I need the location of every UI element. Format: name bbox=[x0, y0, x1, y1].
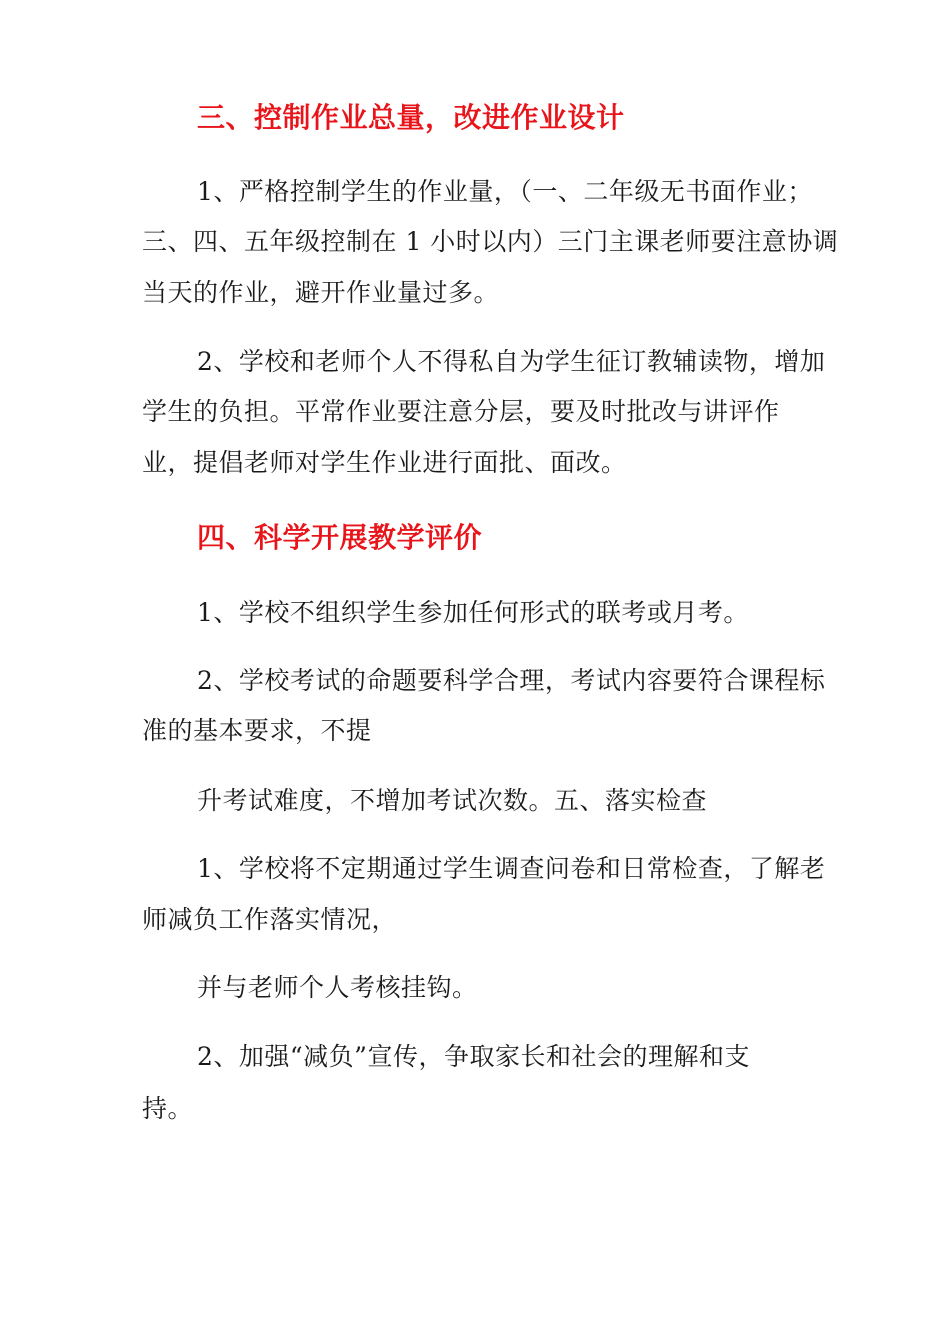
paragraph-line: 1、学校不组织学生参加任何形式的联考或月考。 bbox=[197, 598, 749, 627]
paragraph-line: 1、学校将不定期通过学生调查问卷和日常检查，了解老 bbox=[197, 854, 826, 883]
paragraph-line: 当天的作业，避开作业量过多。 bbox=[142, 278, 500, 307]
paragraph-line: 升考试难度，不增加考试次数。五、落实检查 bbox=[197, 786, 708, 815]
paragraph-line: 2、加强“减负”宣传，争取家长和社会的理解和支 bbox=[197, 1042, 750, 1071]
paragraph-line: 师减负工作落实情况， bbox=[142, 905, 398, 934]
paragraph-line: 1、严格控制学生的作业量，（一、二年级无书面作业； bbox=[197, 177, 813, 206]
paragraph-line: 并与老师个人考核挂钩。 bbox=[197, 973, 478, 1002]
paragraph-line: 业，提倡老师对学生作业进行面批、面改。 bbox=[142, 448, 627, 477]
paragraph-line: 2、学校和老师个人不得私自为学生征订教辅读物，增加 bbox=[197, 347, 826, 376]
paragraph-line: 持。 bbox=[142, 1094, 194, 1123]
paragraph-line: 2、学校考试的命题要科学合理，考试内容要符合课程标 bbox=[197, 666, 826, 695]
paragraph-line: 准的基本要求，不提 bbox=[142, 716, 372, 745]
section-heading-4: 四、科学开展教学评价 bbox=[197, 521, 483, 554]
paragraph-line: 学生的负担。平常作业要注意分层，要及时批改与讲评作 bbox=[142, 397, 780, 426]
paragraph-line: 三、四、五年级控制在 1 小时以内）三门主课老师要注意协调 bbox=[142, 227, 839, 256]
section-heading-3: 三、控制作业总量，改进作业设计 bbox=[197, 101, 625, 134]
